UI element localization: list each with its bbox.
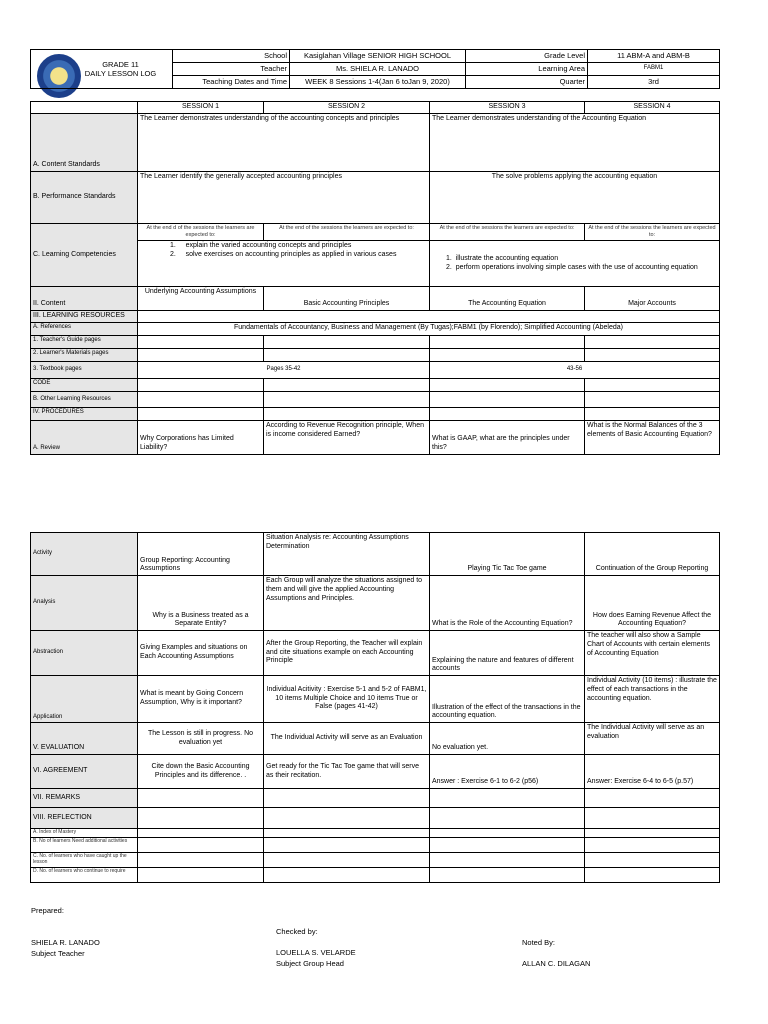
- header-title-cell: [31, 50, 173, 89]
- textbook-pages-s34: 43-56: [430, 361, 720, 378]
- agreement-s2: Get ready for the Tic Tac Toe game that will serve as their recitation.: [264, 755, 430, 789]
- competencies-label: C. Learning Competencies: [31, 224, 138, 287]
- analysis-s4: How does Earning Revenue Affect the Accounting Equation?: [585, 576, 720, 631]
- abstraction-s3: Explaining the nature and features of different accounts: [430, 631, 585, 676]
- dates-label: Teaching Dates and Time: [173, 76, 290, 89]
- activity-s3: Playing Tic Tac Toe game: [430, 533, 585, 576]
- prepared-label: Prepared:: [31, 906, 64, 915]
- learners-materials-label: 2. Learner's Materials pages: [31, 348, 138, 361]
- reflection-item: D. No. of learners who continue to require: [31, 868, 138, 883]
- content-s2: Basic Accounting Principles: [264, 287, 430, 311]
- grade-level-label: Grade Level: [466, 50, 588, 63]
- content-standards-s34: The Learner demonstrates understanding of the Accounting Equation: [430, 114, 720, 172]
- textbook-pages-label: 3. Textbook pages: [31, 361, 138, 378]
- activity-s2: Situation Analysis re: Accounting Assumptions Determination: [264, 533, 430, 576]
- competency-note-s3: At the end of the sessions the learners are expected to:: [430, 224, 585, 241]
- competency-item: 2. perform operations involving simple cases with the use of accounting equation: [446, 263, 698, 271]
- header-table: [30, 49, 720, 89]
- log-title: DAILY LESSON LOG: [84, 69, 157, 78]
- procedures-label: IV. PROCEDURES: [31, 407, 138, 420]
- analysis-label: Analysis: [31, 576, 138, 631]
- activity-s4: Continuation of the Group Reporting: [585, 533, 720, 576]
- review-label: A. Review: [31, 420, 138, 454]
- reflection-item: B. No of learners Need additional activities: [31, 838, 138, 853]
- teacher-value: Ms. SHIELA R. LANADO: [290, 63, 466, 76]
- application-s3: Illustration of the effect of the transactions in the accounting equation.: [430, 676, 585, 723]
- competency-item: 1. explain the varied accounting concepts and principles: [170, 242, 352, 249]
- noted-label: Noted By:: [522, 938, 555, 947]
- references-value: Fundamentals of Accountancy, Business and Management (By Tugas);FABM1 (by Florendo); Simplified Accounting (Abeleda): [138, 322, 720, 335]
- teachers-guide-label: 1. Teacher's Guide pages: [31, 335, 138, 348]
- content-standards-label: A. Content Standards: [31, 114, 138, 172]
- prepared-title: Subject Teacher: [31, 949, 85, 959]
- evaluation-s1: The Lesson is still in progress. No evaluation yet: [138, 723, 264, 755]
- checked-name: LOUELLA S. VELARDE: [276, 948, 356, 957]
- reflection-item: C. No. of learners who have caught up the lesson: [31, 853, 138, 868]
- agreement-s4: Answer: Exercise 6-4 to 6-5 (p.57): [585, 755, 720, 789]
- prepared-name: SHIELA R. LANADO: [31, 938, 100, 947]
- school-label: School: [173, 50, 290, 63]
- competencies-s34: [430, 241, 720, 287]
- content-s3: The Accounting Equation: [430, 287, 585, 311]
- session-4-header: SESSION 4: [585, 102, 720, 114]
- application-label: Application: [31, 676, 138, 723]
- code-label: CODE: [31, 378, 138, 391]
- abstraction-s2: After the Group Reporting, the Teacher will explain and cite situations example on each Accounting Principle: [264, 631, 430, 676]
- checked-block: [276, 947, 356, 970]
- competency-note-s2: At the end of the sessions the learners are expected to:: [264, 224, 430, 241]
- competencies-s12: [138, 241, 430, 287]
- evaluation-s4: The Individual Activity will serve as an evaluation: [585, 723, 720, 755]
- activity-label: Activity: [31, 533, 138, 576]
- evaluation-s3: No evaluation yet.: [430, 723, 585, 755]
- textbook-pages-s12: Pages 35-42: [138, 361, 430, 378]
- application-s2: Individual Acitivity : Exercise 5-1 and 5-2 of FABM1, 10 items Multiple Choice and 10 items True or False (pages 41-42): [264, 676, 430, 723]
- application-s4: Individual Activity (10 items) : illustrate the effect of each transactions in the accounting equation.: [585, 676, 720, 723]
- agreement-label: VI. AGREEMENT: [31, 755, 138, 789]
- references-label: A. References: [31, 322, 138, 335]
- agreement-s1: Cite down the Basic Accounting Principles and its difference. .: [138, 755, 264, 789]
- analysis-s3: What is the Role of the Accounting Equation?: [430, 576, 585, 631]
- teacher-label: Teacher: [173, 63, 290, 76]
- content-standards-s12: The Learner demonstrates understanding of the accounting concepts and principles: [138, 114, 430, 172]
- performance-standards-s34: The solve problems applying the accounting equation: [430, 172, 720, 224]
- grade-level-value: 11 ABM-A and ABM-B: [588, 50, 720, 63]
- checked-label: Checked by:: [276, 927, 318, 936]
- prepared-block: [31, 937, 100, 960]
- abstraction-label: Abstraction: [31, 631, 138, 676]
- agreement-s3: Answer : Exercise 6-1 to 6-2 (p56): [430, 755, 585, 789]
- abstraction-s1: Giving Examples and situations on Each Accounting Assumptions: [138, 631, 264, 676]
- analysis-s2: Each Group will analyze the situations assigned to them and will give the applied Accounting Assumptions and Principles.: [264, 576, 430, 631]
- abstraction-s4: The teacher will also show a Sample Chart of Accounts with certain elements of Accounting Equation: [585, 631, 720, 676]
- review-s4: What is the Normal Balances of the 3 elements of Basic Accounting Equation?: [585, 420, 720, 454]
- session-3-header: SESSION 3: [430, 102, 585, 114]
- school-value: Kasiglahan Village SENIOR HIGH SCHOOL: [290, 50, 466, 63]
- noted-name: ALLAN C. DILAGAN: [522, 959, 591, 968]
- application-s1: What is meant by Going Concern Assumption, Why is it important?: [138, 676, 264, 723]
- quarter-value: 3rd: [588, 76, 720, 89]
- checked-title: Subject Group Head: [276, 959, 344, 969]
- activity-s1: Group Reporting: Accounting Assumptions: [138, 533, 264, 576]
- performance-standards-label: B. Performance Standards: [31, 172, 138, 224]
- content-label: II. Content: [31, 287, 138, 311]
- review-s1: Why Corporations has Limited Liability?: [138, 420, 264, 454]
- competency-item: 2. solve exercises on accounting principles as applied in various cases: [170, 250, 397, 258]
- evaluation-label: V. EVALUATION: [31, 723, 138, 755]
- competency-note-s4: At the end of the sessions the learners are expected to:: [585, 224, 720, 241]
- lesson-log-table-continued: [30, 532, 720, 883]
- grade-title: GRADE 11: [102, 59, 139, 69]
- performance-standards-s12: The Learner identify the generally accepted accounting principles: [138, 172, 430, 224]
- competency-note-s1: At the end d of the sessions the learners are expected to:: [138, 224, 264, 241]
- reflection-item: A. Index of Mastery: [31, 829, 138, 838]
- content-s1: Underlying Accounting Assumptions: [138, 287, 264, 311]
- review-s2: According to Revenue Recognition principle, When is income considered Earned?: [264, 420, 430, 454]
- resources-label: III. LEARNING RESOURCES: [31, 311, 138, 323]
- analysis-s1: Why is a Business treated as a Separate Entity?: [138, 576, 264, 631]
- session-2-header: SESSION 2: [264, 102, 430, 114]
- learning-area-value: FABM1: [588, 63, 720, 76]
- content-s4: Major Accounts: [585, 287, 720, 311]
- lesson-log-table: [30, 101, 720, 455]
- dates-value: WEEK 8 Sessions 1-4(Jan 6 toJan 9, 2020): [290, 76, 466, 89]
- learning-area-label: Learning Area: [466, 63, 588, 76]
- quarter-label: Quarter: [466, 76, 588, 89]
- evaluation-s2: The Individual Activity will serve as an Evaluation: [264, 723, 430, 755]
- other-resources-label: B. Other Learning Resources: [31, 391, 138, 407]
- review-s3: What is GAAP, what are the principles under this?: [430, 420, 585, 454]
- competency-item: 1. illustrate the accounting equation: [446, 254, 559, 262]
- remarks-label: VII. REMARKS: [31, 789, 138, 808]
- session-1-header: SESSION 1: [138, 102, 264, 114]
- reflection-label: VIII. REFLECTION: [31, 808, 138, 829]
